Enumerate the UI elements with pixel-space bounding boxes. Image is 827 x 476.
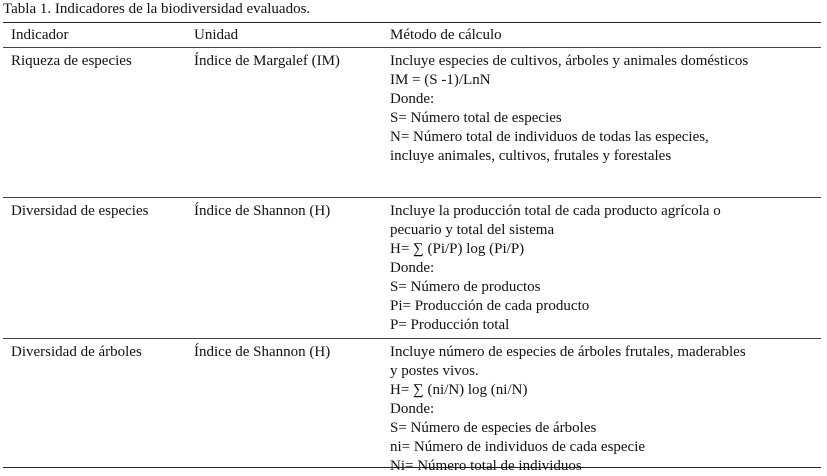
metodo-formula: H= ∑ (Pi/P) log (Pi/P) xyxy=(390,241,525,257)
metodo-line: Pi= Producción de cada producto xyxy=(390,298,590,314)
metodo-line: incluye animales, cultivos, frutales y forestales xyxy=(390,148,672,164)
cell-indicador: Diversidad de especies xyxy=(11,203,149,219)
table-header-row xyxy=(3,23,821,48)
metodo-line: S= Número total de especies xyxy=(390,110,562,126)
metodo-line: Incluye especies de cultivos, árboles y animales domésticos xyxy=(390,53,749,69)
metodo-line: P= Producción total xyxy=(390,317,510,333)
cell-unidad: Índice de Shannon (H) xyxy=(194,344,331,360)
metodo-line: Ni= Número total de individuos xyxy=(390,458,582,474)
cell-metodo xyxy=(390,202,721,335)
metodo-line: ni= Número de individuos de cada especie xyxy=(390,439,646,455)
metodo-formula: H= ∑ (ni/N) log (ni/N) xyxy=(390,382,528,398)
table-row xyxy=(3,339,821,474)
cell-unidad: Índice de Margalef (IM) xyxy=(194,53,340,69)
table-row xyxy=(3,198,821,339)
header-metodo: Método de cálculo xyxy=(390,27,502,43)
cell-metodo xyxy=(390,52,748,166)
metodo-line: Incluye la producción total de cada producto agrícola o xyxy=(390,203,721,219)
metodo-line: Donde: xyxy=(390,401,435,417)
metodo-line: N= Número total de individuos de todas las especies, xyxy=(390,129,709,145)
metodo-line: Donde: xyxy=(390,260,435,276)
metodo-line: pecuario y total del sistema xyxy=(390,222,555,238)
cell-indicador: Riqueza de especies xyxy=(11,53,132,69)
metodo-line: S= Número de productos xyxy=(390,279,541,295)
cell-metodo xyxy=(390,343,746,476)
cell-unidad: Índice de Shannon (H) xyxy=(194,203,331,219)
indicators-table xyxy=(3,22,821,474)
metodo-line: Donde: xyxy=(390,91,435,107)
metodo-formula: IM = (S -1)/LnN xyxy=(390,72,491,88)
header-indicador: Indicador xyxy=(11,27,69,43)
metodo-line: S= Número de especies de árboles xyxy=(390,420,597,436)
metodo-line: y postes vivos. xyxy=(390,363,479,379)
metodo-line: Incluye número de especies de árboles frutales, maderables xyxy=(390,344,746,360)
cell-indicador: Diversidad de árboles xyxy=(11,344,142,360)
header-unidad: Unidad xyxy=(194,27,239,43)
table-row xyxy=(3,48,821,198)
table-caption: Tabla 1. Indicadores de la biodiversidad evaluados. xyxy=(3,1,311,17)
